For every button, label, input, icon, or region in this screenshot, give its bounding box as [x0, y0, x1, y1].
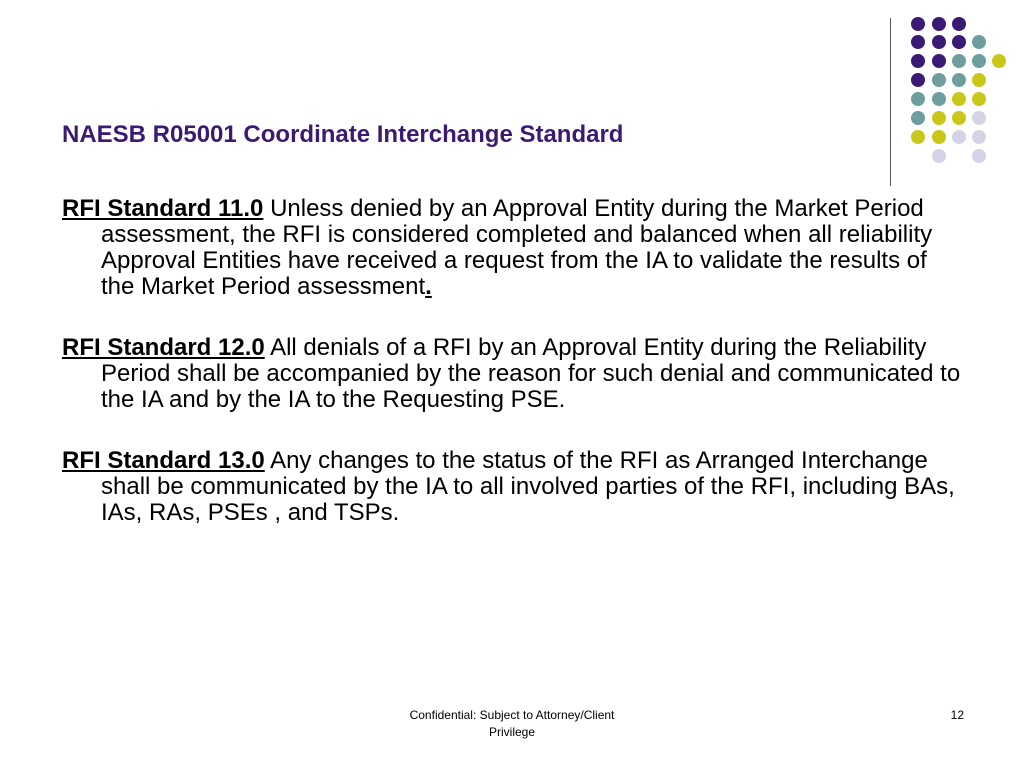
trailing-period: . [425, 273, 432, 300]
dot [992, 54, 1006, 68]
dot [932, 73, 946, 87]
dot [911, 17, 925, 31]
dot [932, 130, 946, 144]
slide-body [62, 196, 962, 561]
page-number: 12 [950, 708, 964, 722]
standard-text: Any changes to the status of the RFI as Arranged Interchange shall be communicated by the IA to all involved parties of the RFI, including BAs, IAs, RAs, PSEs , and TSPs. [101, 447, 955, 526]
dot [972, 73, 986, 87]
dot [972, 130, 986, 144]
standard-text: All denials of a RFI by an Approval Entity during the Reliability Period shall be accompanied by the reason for such denial and communicated to the IA and by the IA to the Requesting PSE. [101, 334, 961, 413]
dot [972, 111, 986, 125]
dot [911, 92, 925, 106]
dot [911, 130, 925, 144]
standard-label: RFI Standard 11.0 [62, 195, 264, 222]
dot [952, 111, 966, 125]
rfi-standard-paragraph [62, 335, 962, 413]
rfi-standard-paragraph [62, 448, 962, 526]
standard-label: RFI Standard 13.0 [62, 447, 265, 474]
standard-text: Unless denied by an Approval Entity during the Market Period assessment, the RFI is considered completed and balanced when all reliability Approval Entities have received a request from the IA to validate the results of the Market Period assessment [101, 195, 933, 300]
dot [932, 149, 946, 163]
dot [972, 35, 986, 49]
dot [911, 111, 925, 125]
dot [911, 73, 925, 87]
footer-confidential-line1: Confidential: Subject to Attorney/Client [409, 708, 615, 722]
dot [952, 54, 966, 68]
standard-label: RFI Standard 12.0 [62, 334, 265, 361]
dot [911, 35, 925, 49]
dot [972, 54, 986, 68]
vertical-divider [890, 18, 891, 186]
footer-confidential-line2: Privilege [488, 725, 536, 739]
dot [932, 35, 946, 49]
dot [932, 92, 946, 106]
dot [972, 149, 986, 163]
decorative-dot-grid [906, 11, 990, 165]
slide-title: NAESB R05001 Coordinate Interchange Standard [62, 121, 624, 148]
rfi-standard-paragraph [62, 196, 962, 300]
dot [952, 73, 966, 87]
dot [911, 54, 925, 68]
dot [932, 111, 946, 125]
dot [952, 35, 966, 49]
dot [952, 17, 966, 31]
dot [952, 130, 966, 144]
dot [932, 17, 946, 31]
footer-confidential [362, 707, 662, 741]
dot [932, 54, 946, 68]
dot [972, 92, 986, 106]
dot [952, 92, 966, 106]
